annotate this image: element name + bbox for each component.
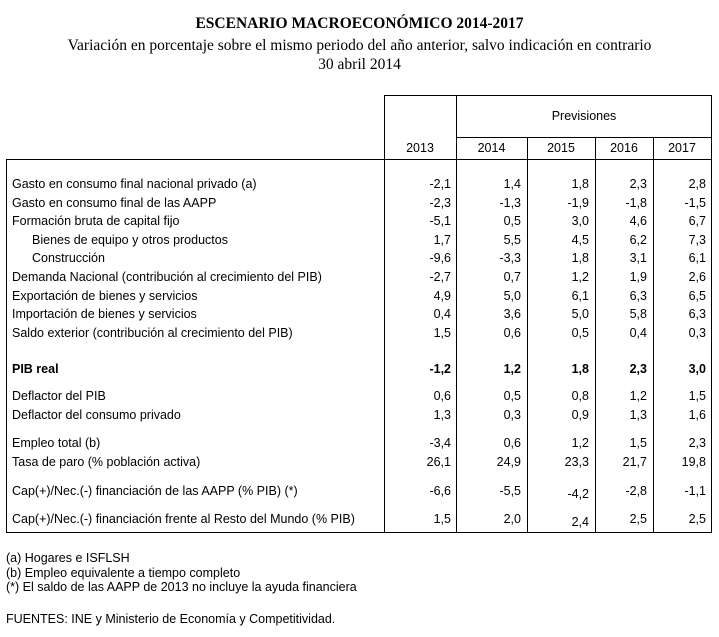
macro-table bbox=[6, 95, 712, 533]
row-label: Deflactor del consumo privado bbox=[12, 408, 181, 422]
row-label: Saldo exterior (contribución al crecimiento del PIB) bbox=[12, 326, 293, 340]
value-cell: -1,1 bbox=[684, 484, 706, 498]
year-header: 2017 bbox=[668, 141, 696, 155]
report-title: ESCENARIO MACROECONÓMICO 2014-2017 bbox=[195, 15, 524, 32]
value-cell: 7,3 bbox=[688, 233, 706, 247]
sources-note: FUENTES: INE y Ministerio de Economía y Competitividad. bbox=[6, 612, 336, 626]
value-cell: 3,6 bbox=[503, 307, 521, 321]
value-cell: 0,6 bbox=[503, 436, 521, 450]
value-cell: -9,6 bbox=[429, 251, 451, 265]
value-cell: -3,3 bbox=[499, 251, 521, 265]
value-cell: -2,7 bbox=[429, 270, 451, 284]
value-cell: 3,0 bbox=[571, 214, 589, 228]
row-label: Formación bruta de capital fijo bbox=[12, 214, 180, 228]
value-cell: 2,4 bbox=[571, 515, 589, 529]
rule-bottom bbox=[6, 532, 712, 533]
value-cell: 1,9 bbox=[629, 270, 647, 284]
value-cell: 0,4 bbox=[433, 307, 451, 321]
rule-top bbox=[384, 95, 712, 96]
value-cell: 24,9 bbox=[496, 455, 521, 469]
value-cell: 23,3 bbox=[564, 455, 589, 469]
row-label: Exportación de bienes y servicios bbox=[12, 289, 198, 303]
previsiones-header: Previsiones bbox=[551, 109, 617, 123]
row-label: Gasto en consumo final nacional privado (a) bbox=[12, 177, 257, 191]
row-label: Bienes de equipo y otros productos bbox=[32, 233, 228, 247]
row-label: Importación de bienes y servicios bbox=[12, 307, 197, 321]
footnote: (b) Empleo equivalente a tiempo completo bbox=[6, 565, 241, 580]
row-label: Deflactor del PIB bbox=[12, 389, 106, 403]
rule-previsiones bbox=[456, 137, 712, 138]
value-cell: 0,3 bbox=[688, 326, 706, 340]
value-cell: 1,5 bbox=[433, 326, 451, 340]
rule-left bbox=[6, 159, 7, 533]
value-cell: 5,0 bbox=[571, 307, 589, 321]
row-label: Empleo total (b) bbox=[12, 436, 101, 450]
value-cell: 2,3 bbox=[688, 436, 706, 450]
value-cell: 1,6 bbox=[688, 408, 706, 422]
value-cell: 0,8 bbox=[571, 389, 589, 403]
value-cell: 6,5 bbox=[688, 289, 706, 303]
row-label: Demanda Nacional (contribución al crecimiento del PIB) bbox=[12, 270, 322, 284]
value-cell: 1,2 bbox=[503, 362, 521, 376]
value-cell: 1,3 bbox=[629, 408, 647, 422]
value-cell: 0,5 bbox=[503, 214, 521, 228]
value-cell: 0,5 bbox=[503, 389, 521, 403]
value-cell: -1,2 bbox=[429, 362, 451, 376]
value-cell: 0,5 bbox=[571, 326, 589, 340]
value-cell: 2,5 bbox=[688, 512, 706, 526]
value-cell: 3,1 bbox=[629, 251, 647, 265]
value-cell: 26,1 bbox=[426, 455, 451, 469]
value-cell: 1,5 bbox=[629, 436, 647, 450]
year-header: 2016 bbox=[610, 141, 638, 155]
value-cell: 6,1 bbox=[688, 251, 706, 265]
value-cell: 1,4 bbox=[503, 177, 521, 191]
report-date: 30 abril 2014 bbox=[318, 56, 401, 73]
row-label: Gasto en consumo final de las AAPP bbox=[12, 196, 217, 210]
value-cell: 0,6 bbox=[433, 389, 451, 403]
value-cell: -1,3 bbox=[499, 196, 521, 210]
value-cell: 6,3 bbox=[629, 289, 647, 303]
value-cell: -1,9 bbox=[567, 196, 589, 210]
value-cell: 5,8 bbox=[629, 307, 647, 321]
value-cell: 1,5 bbox=[433, 512, 451, 526]
value-cell: -1,8 bbox=[625, 196, 647, 210]
value-cell: 4,6 bbox=[629, 214, 647, 228]
value-cell: -2,3 bbox=[429, 196, 451, 210]
value-cell: 4,9 bbox=[433, 289, 451, 303]
footnote: (*) El saldo de las AAPP de 2013 no incluye la ayuda financiera bbox=[6, 580, 357, 594]
year-header: 2013 bbox=[406, 141, 434, 155]
rule-col-2015 bbox=[527, 137, 528, 533]
row-label: Cap(+)/Nec.(-) financiación frente al Resto del Mundo (% PIB) bbox=[12, 512, 355, 526]
value-cell: 0,6 bbox=[503, 326, 521, 340]
value-cell: -5,1 bbox=[429, 214, 451, 228]
value-cell: 19,8 bbox=[681, 455, 706, 469]
value-cell: 2,5 bbox=[629, 512, 647, 526]
year-header: 2014 bbox=[477, 141, 506, 155]
row-label: Construcción bbox=[32, 251, 105, 265]
rule-right bbox=[711, 95, 712, 533]
value-cell: 6,1 bbox=[571, 289, 589, 303]
value-cell: 0,9 bbox=[571, 408, 589, 422]
value-cell: 2,8 bbox=[688, 177, 706, 191]
value-cell: -2,8 bbox=[625, 484, 647, 498]
value-cell: 0,4 bbox=[629, 326, 647, 340]
value-cell: 4,5 bbox=[571, 233, 589, 247]
value-cell: 5,0 bbox=[503, 289, 521, 303]
value-cell: 1,8 bbox=[571, 177, 589, 191]
value-cell: 1,7 bbox=[433, 233, 451, 247]
value-cell: -4,2 bbox=[567, 487, 589, 501]
row-label: PIB real bbox=[12, 362, 59, 376]
value-cell: 21,7 bbox=[622, 455, 647, 469]
value-cell: 2,3 bbox=[629, 177, 647, 191]
value-cell: -3,4 bbox=[429, 436, 451, 450]
value-cell: -6,6 bbox=[429, 484, 451, 498]
value-cell: 1,2 bbox=[629, 389, 647, 403]
row-label: Tasa de paro (% población activa) bbox=[12, 455, 201, 469]
value-cell: 6,3 bbox=[688, 307, 706, 321]
value-cell: 5,5 bbox=[503, 233, 521, 247]
rule-col-2013 bbox=[384, 95, 385, 533]
year-header: 2015 bbox=[547, 141, 575, 155]
value-cell: 6,7 bbox=[688, 214, 706, 228]
value-cell: 0,3 bbox=[503, 408, 521, 422]
value-cell: 2,0 bbox=[503, 512, 521, 526]
row-label: Cap(+)/Nec.(-) financiación de las AAPP (% PIB) (*) bbox=[12, 484, 298, 498]
value-cell: 2,3 bbox=[629, 362, 647, 376]
value-cell: 2,6 bbox=[688, 270, 706, 284]
rule-header bbox=[6, 159, 712, 160]
value-cell: -5,5 bbox=[499, 484, 521, 498]
value-cell: 0,7 bbox=[503, 270, 521, 284]
value-cell: 3,0 bbox=[688, 362, 706, 376]
rule-col-2014 bbox=[456, 95, 457, 533]
value-cell: 1,5 bbox=[688, 389, 706, 403]
value-cell: 1,3 bbox=[433, 408, 451, 422]
value-cell: 1,2 bbox=[571, 436, 589, 450]
report-subtitle: Variación en porcentaje sobre el mismo periodo del año anterior, salvo indicación en contrario bbox=[67, 37, 652, 54]
value-cell: -2,1 bbox=[429, 177, 451, 191]
footnotes bbox=[6, 551, 357, 595]
footnote: (a) Hogares e ISFLSH bbox=[6, 551, 130, 565]
value-cell: 1,8 bbox=[571, 362, 589, 376]
value-cell: 1,8 bbox=[571, 251, 589, 265]
value-cell: -1,5 bbox=[684, 196, 706, 210]
value-cell: 1,2 bbox=[571, 270, 589, 284]
value-cell: 6,2 bbox=[629, 233, 647, 247]
